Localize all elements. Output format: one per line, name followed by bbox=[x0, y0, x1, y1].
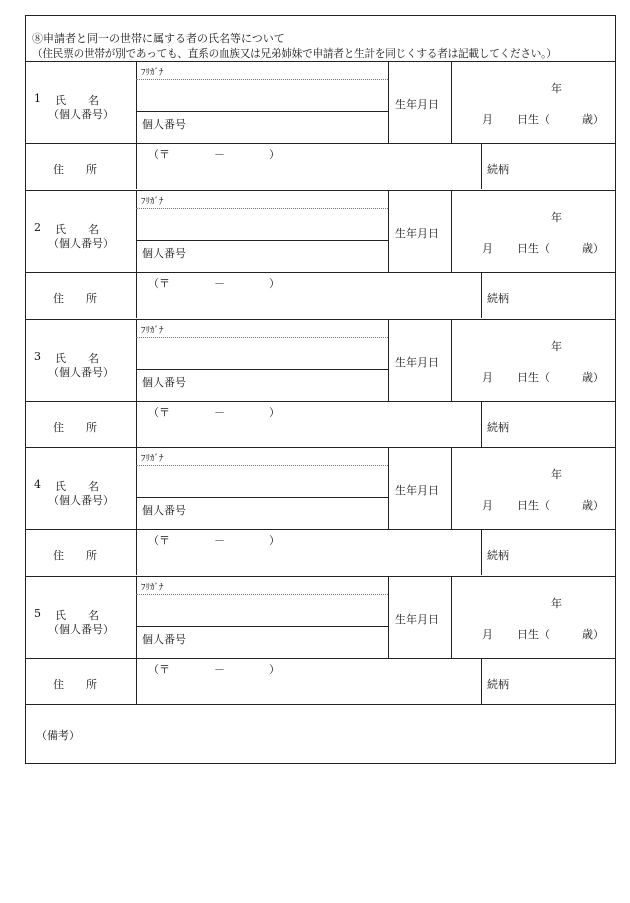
birth-date-label: 生年月日 bbox=[395, 484, 439, 497]
day-born-label: 日生（ bbox=[517, 113, 550, 126]
postal-code-label: （〒 － ） bbox=[148, 663, 280, 676]
name-underline bbox=[136, 369, 388, 370]
address-field[interactable] bbox=[138, 145, 479, 187]
birth-date-field[interactable] bbox=[453, 449, 613, 527]
relationship-label: 続柄 bbox=[487, 163, 509, 176]
relationship-divider bbox=[481, 401, 482, 447]
postal-code-label: （〒 － ） bbox=[148, 277, 280, 290]
personal-number-label: 個人番号 bbox=[142, 247, 186, 260]
member-entry-2 bbox=[26, 190, 615, 318]
address-field[interactable] bbox=[138, 660, 479, 702]
name-column-divider bbox=[388, 190, 389, 272]
name-underline bbox=[136, 240, 388, 241]
form-title: ⑧申請者と同一の世帯に属する者の氏名等について bbox=[32, 32, 285, 45]
label-column-divider bbox=[136, 576, 137, 704]
remarks-label[interactable]: （備考） bbox=[36, 729, 80, 742]
entry-number: 1 bbox=[34, 92, 41, 105]
address-top-border bbox=[26, 401, 615, 402]
name-column-divider bbox=[388, 447, 389, 529]
form-header bbox=[26, 16, 615, 61]
name-underline bbox=[136, 497, 388, 498]
relationship-divider bbox=[481, 272, 482, 318]
day-born-label: 日生（ bbox=[517, 499, 550, 512]
address-field[interactable] bbox=[138, 274, 479, 316]
entry-number: 2 bbox=[34, 221, 41, 234]
age-label: 歳） bbox=[582, 242, 604, 255]
year-label: 年 bbox=[551, 82, 562, 95]
personal-number-field[interactable] bbox=[201, 113, 386, 141]
address-label: 住 所 bbox=[53, 549, 97, 562]
name-label: 氏 名 bbox=[55, 223, 99, 236]
birth-date-label: 生年月日 bbox=[395, 98, 439, 111]
personal-number-note: （個人番号） bbox=[48, 623, 114, 636]
personal-number-field[interactable] bbox=[201, 371, 386, 399]
personal-number-label: 個人番号 bbox=[142, 118, 186, 131]
furigana-underline bbox=[136, 594, 388, 595]
relationship-field[interactable] bbox=[516, 403, 613, 445]
relationship-field[interactable] bbox=[516, 660, 613, 702]
personal-number-field[interactable] bbox=[201, 499, 386, 527]
relationship-divider bbox=[481, 529, 482, 575]
address-field[interactable] bbox=[138, 403, 479, 445]
relationship-field[interactable] bbox=[516, 531, 613, 573]
furigana-underline bbox=[136, 208, 388, 209]
birth-label-divider bbox=[451, 190, 452, 272]
furigana-label: ﾌﾘｶﾞﾅ bbox=[141, 454, 164, 464]
address-label: 住 所 bbox=[53, 421, 97, 434]
name-underline bbox=[136, 111, 388, 112]
entry-top-border bbox=[26, 319, 615, 320]
label-column-divider bbox=[136, 61, 137, 189]
furigana-underline bbox=[136, 79, 388, 80]
personal-number-note: （個人番号） bbox=[48, 237, 114, 250]
furigana-name-field[interactable] bbox=[138, 81, 386, 109]
birth-date-label: 生年月日 bbox=[395, 227, 439, 240]
relationship-field[interactable] bbox=[516, 145, 613, 187]
furigana-label: ﾌﾘｶﾞﾅ bbox=[141, 326, 164, 336]
furigana-label: ﾌﾘｶﾞﾅ bbox=[141, 197, 164, 207]
name-column-divider bbox=[388, 319, 389, 401]
name-label: 氏 名 bbox=[55, 480, 99, 493]
entry-top-border bbox=[26, 190, 615, 191]
label-column-divider bbox=[136, 319, 137, 447]
age-label: 歳） bbox=[582, 371, 604, 384]
postal-code-label: （〒 － ） bbox=[148, 406, 280, 419]
address-label: 住 所 bbox=[53, 163, 97, 176]
address-field[interactable] bbox=[138, 531, 479, 573]
birth-date-field[interactable] bbox=[453, 192, 613, 270]
day-born-label: 日生（ bbox=[517, 371, 550, 384]
birth-label-divider bbox=[451, 61, 452, 143]
month-label: 月 bbox=[482, 113, 493, 126]
personal-number-field[interactable] bbox=[201, 242, 386, 270]
member-entry-5 bbox=[26, 576, 615, 704]
day-born-label: 日生（ bbox=[517, 242, 550, 255]
entry-top-border bbox=[26, 576, 615, 577]
name-underline bbox=[136, 626, 388, 627]
furigana-name-field[interactable] bbox=[138, 467, 386, 495]
personal-number-note: （個人番号） bbox=[48, 494, 114, 507]
birth-date-field[interactable] bbox=[453, 63, 613, 141]
birth-label-divider bbox=[451, 319, 452, 401]
year-label: 年 bbox=[551, 340, 562, 353]
year-label: 年 bbox=[551, 468, 562, 481]
furigana-underline bbox=[136, 465, 388, 466]
address-label: 住 所 bbox=[53, 678, 97, 691]
personal-number-label: 個人番号 bbox=[142, 504, 186, 517]
personal-number-note: （個人番号） bbox=[48, 108, 114, 121]
form-note: （住民票の世帯が別であっても、直系の血族又は兄弟姉妹で申請者と生計を同じくする者は記載してください。） bbox=[32, 48, 557, 60]
household-members-form bbox=[25, 15, 616, 764]
relationship-label: 続柄 bbox=[487, 549, 509, 562]
month-label: 月 bbox=[482, 628, 493, 641]
age-label: 歳） bbox=[582, 628, 604, 641]
member-entry-1 bbox=[26, 61, 615, 189]
furigana-name-field[interactable] bbox=[138, 339, 386, 367]
entry-top-border bbox=[26, 447, 615, 448]
relationship-divider bbox=[481, 658, 482, 704]
relationship-label: 続柄 bbox=[487, 678, 509, 691]
address-top-border bbox=[26, 272, 615, 273]
year-label: 年 bbox=[551, 211, 562, 224]
personal-number-label: 個人番号 bbox=[142, 633, 186, 646]
member-entry-4 bbox=[26, 447, 615, 575]
relationship-label: 続柄 bbox=[487, 421, 509, 434]
age-label: 歳） bbox=[582, 113, 604, 126]
postal-code-label: （〒 － ） bbox=[148, 148, 280, 161]
label-column-divider bbox=[136, 190, 137, 318]
month-label: 月 bbox=[482, 371, 493, 384]
furigana-underline bbox=[136, 337, 388, 338]
address-top-border bbox=[26, 529, 615, 530]
furigana-name-field[interactable] bbox=[138, 596, 386, 624]
member-entry-3 bbox=[26, 319, 615, 447]
address-label: 住 所 bbox=[53, 292, 97, 305]
personal-number-label: 個人番号 bbox=[142, 376, 186, 389]
birth-date-label: 生年月日 bbox=[395, 613, 439, 626]
birth-date-field[interactable] bbox=[453, 321, 613, 399]
birth-label-divider bbox=[451, 576, 452, 658]
month-label: 月 bbox=[482, 242, 493, 255]
relationship-divider bbox=[481, 143, 482, 189]
month-label: 月 bbox=[482, 499, 493, 512]
name-label: 氏 名 bbox=[55, 352, 99, 365]
name-column-divider bbox=[388, 61, 389, 143]
entry-number: 4 bbox=[34, 478, 41, 491]
name-label: 氏 名 bbox=[55, 609, 99, 622]
label-column-divider bbox=[136, 447, 137, 575]
age-label: 歳） bbox=[582, 499, 604, 512]
year-label: 年 bbox=[551, 597, 562, 610]
address-top-border bbox=[26, 143, 615, 144]
furigana-name-field[interactable] bbox=[138, 210, 386, 238]
birth-date-label: 生年月日 bbox=[395, 356, 439, 369]
relationship-field[interactable] bbox=[516, 274, 613, 316]
personal-number-note: （個人番号） bbox=[48, 366, 114, 379]
entry-number: 3 bbox=[34, 350, 41, 363]
remarks-divider bbox=[26, 704, 615, 705]
entry-number: 5 bbox=[34, 607, 41, 620]
day-born-label: 日生（ bbox=[517, 628, 550, 641]
postal-code-label: （〒 － ） bbox=[148, 534, 280, 547]
name-label: 氏 名 bbox=[55, 94, 99, 107]
birth-label-divider bbox=[451, 447, 452, 529]
address-top-border bbox=[26, 658, 615, 659]
name-column-divider bbox=[388, 576, 389, 658]
furigana-label: ﾌﾘｶﾞﾅ bbox=[141, 68, 164, 78]
relationship-label: 続柄 bbox=[487, 292, 509, 305]
furigana-label: ﾌﾘｶﾞﾅ bbox=[141, 583, 164, 593]
entry-top-border bbox=[26, 61, 615, 62]
personal-number-field[interactable] bbox=[201, 628, 386, 656]
birth-date-field[interactable] bbox=[453, 578, 613, 656]
